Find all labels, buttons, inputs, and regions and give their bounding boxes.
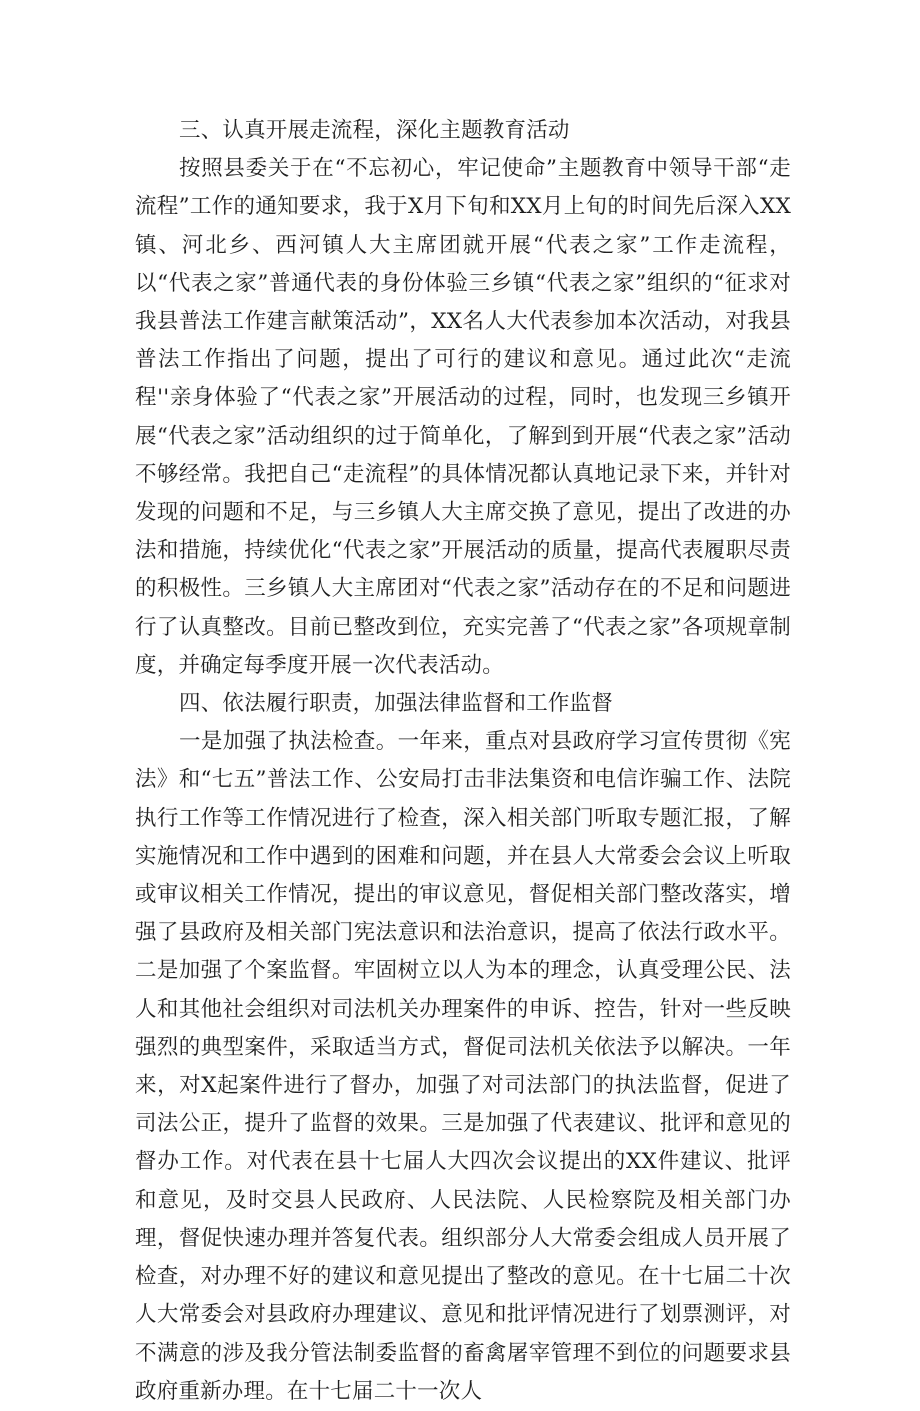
section-four-paragraph: 一是加强了执法检查。一年来，重点对县政府学习宣传贯彻《宪法》和“七五”普法工作、公安局打击非法集资和电信诈骗工作、法院执行工作等工作情况进行了检查，深入相关部门听取专题汇报，了解实施情况和工作中遇到的困难和问题，并在县人大常委会会议上听取或审议相关工作情况，提出的审议意见，督促相关部门整改落实，增强了县政府及相关部门宪法意识和法治意识，提高了依法行政水平。二是加强了个案监督。牢固树立以人为本的理念，认真受理公民、法人和其他社会组织对司法机关办理案件的申诉、控告，针对一些反映强烈的典型案件，采取适当方式，督促司法机关依法予以解决。一年来，对X起案件进行了督办，加强了对司法部门的执法监督，促进了司法公正，提升了监督的效果。三是加强了代表建议、批评和意见的督办工作。对代表在县十七届人大四次会议提出的XX件建议、批评和意见，及时交县人民政府、人民法院、人民检察院及相关部门办理，督促快速办理并答复代表。组织部分人大常委会组成人员开展了检查，对办理不好的建议和意见提出了整改的意见。在十七届二十次人大常委会对县政府办理建议、意见和批评情况进行了划票测评，对不满意的涉及我分管法制委监督的畜禽屠宰管理不到位的问题要求县政府重新办理。在十七届二十一次人 — [135, 729, 791, 1404]
section-three-heading: 三、认真开展走流程，深化主题教育活动 — [179, 118, 570, 143]
section-four-heading: 四、依法履行职责，加强法律监督和工作监督 — [179, 691, 614, 717]
section-three-paragraph: 按照县委关于在“不忘初心，牢记使命”主题教育中领导干部“走流程”工作的通知要求，我于X月下旬和XX月上旬的时间先后深入XX镇、河北乡、西河镇人大主席团就开展“代表之家”工作走流程，以“代表之家”普通代表的身份体验三乡镇“代表之家”组织的“征求对我县普法工作建言献策活动”，XX名人大代表参加本次活动，对我县普法工作指出了问题，提出了可行的建议和意见。通过此次“走流程''亲身体验了“代表之家”开展活动的过程，同时，也发现三乡镇开展“代表之家”活动组织的过于简单化，了解到到开展“代表之家”活动不够经常。我把自己“走流程”的具体情况都认真地记录下来，并针对发现的问题和不足，与三乡镇人大主席交换了意见，提出了改进的办法和措施，持续优化“代表之家”开展活动的质量，提高代表履职尽责的积极性。三乡镇人大主席团对“代表之家”活动存在的不足和问题进行了认真整改。目前已整改到位，充实完善了“代表之家”各项规章制度，并确定每季度开展一次代表活动。 — [135, 156, 791, 678]
document-body — [135, 112, 791, 1411]
